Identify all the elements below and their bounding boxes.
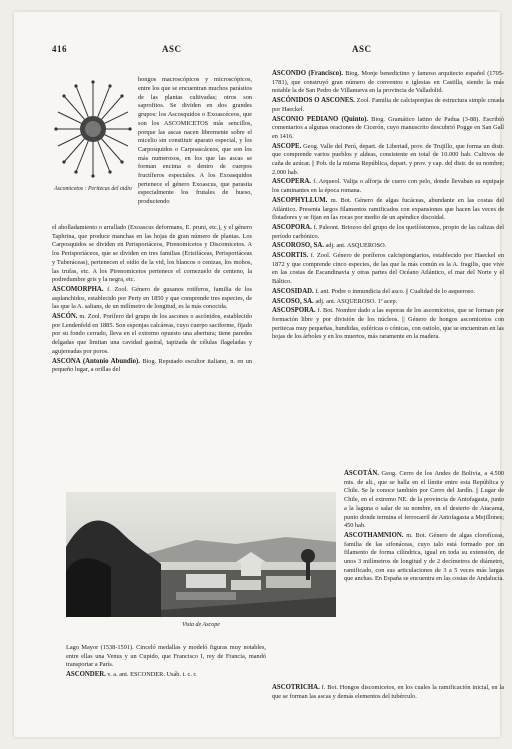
dictionary-entry	[272, 70, 504, 96]
entry-text: adj. ant. ASQUEROSO. 1ª acep.	[315, 297, 398, 305]
landscape-image	[66, 492, 336, 617]
dictionary-entry	[272, 143, 504, 178]
entry-headword: ASCOPORA.	[272, 223, 312, 231]
dictionary-entry	[272, 116, 504, 142]
entry-text: Biog. Reputado escultor italiano, n. en un pequeño lugar, a orillas del	[52, 357, 252, 374]
left-running-head: ASC	[162, 44, 182, 54]
entry-text: f. Bot. Hongos discomicetos, en los cuales la ramificación inicial, en la que se forman las ascas y demás elementos del tubérculo.	[272, 684, 504, 700]
photo-caption: Vista de Ascope	[182, 622, 220, 628]
entry-headword: ASCÓN.	[52, 313, 78, 321]
right-running-head: ASC	[352, 44, 372, 54]
right-column	[272, 70, 504, 343]
entry-headword: ASCOROSO, SA.	[272, 242, 324, 250]
entry-text: adj. ant. ASQUEROSO.	[325, 242, 387, 250]
dictionary-entry	[272, 197, 504, 223]
entry-headword: ASCOTÁN.	[344, 470, 379, 477]
dictionary-entry	[52, 358, 252, 375]
entry-headword: ASCOSO, SA.	[272, 297, 314, 305]
dictionary-entry	[344, 532, 504, 584]
dictionary-entry	[52, 313, 252, 357]
entry-text: Biog. Monje benedictino y famoso arquitecto español (1705-1781), que construyó gran número de conventos e iglesias en Castilla, siendo la más notable la de San Pedro de Villanueva en la provincia de Valladolid.	[272, 70, 504, 95]
right-column-lower	[344, 470, 504, 585]
entry-text: f. Bot. Nombre dado a las esporas de los ascomicetos, que se forman por formación libre y por división de los núcleos. || Género de hongos ascomicetos con peritecas muy pequeñas, hundidas, esféricas o cónicas, con ostiolo, que se encuentran en las hojas de los árboles y en los muertos, más raramente en la madera.	[272, 307, 504, 341]
dictionary-entry	[52, 286, 252, 312]
wrap-text-block	[138, 70, 252, 213]
left-column-bottom	[66, 644, 266, 681]
entry-text: f. Arqueol. Valija o alforja de cuero con pelo, donde llevaban su equipaje los caminantes en la época romana.	[272, 178, 505, 195]
entry-headword: ASCOTHAMNION.	[344, 531, 404, 539]
entry-headword: ASCOSPORA.	[272, 307, 316, 315]
entry-headword: ASCÓNIDOS O ASCONES.	[272, 97, 355, 105]
entry-headword: ASCOPERA.	[272, 178, 312, 186]
dictionary-entry	[272, 288, 504, 297]
document-page	[14, 12, 505, 737]
entry-text: Biog. Gramático latino de Padua (3-88). Escribió comentarios a algunas oraciones de Cicerón, cuyo manuscrito descubrió Pogge en San Gall en 1416.	[272, 115, 504, 140]
entry-text: v. a. ant. ESCONDER. Usáb. t. c. r.	[107, 671, 197, 679]
entry-headword: ASCOPE.	[272, 142, 302, 150]
entry-headword: ASCONDER.	[66, 671, 106, 679]
left-column	[52, 224, 252, 376]
entry-text: m. Zool. Porífero del grupo de los ascones o ascónidos, establecido por Lendenfeld en 1885. Son esponjas calcáreas, cuyo cuerpo saciforme, fijado por su fondo cerrado, lleva en el extremo opuesto una abertura; tiene paredes delgadas que limitan una cavidad gastral, tapizada de células flageladas y agujereadas por poros.	[52, 313, 252, 355]
entry-headword: ASCOTRICHA.	[272, 684, 320, 691]
entry-text: f. Zool. Género de gusanos rotíferos, familia de los asplanchidos, establecido por Perty en 1850 y que comprende tres especies, de las que la A. saltans, de un milímetro de longitud, es la más conocida.	[52, 285, 253, 311]
dictionary-entry	[272, 307, 504, 342]
dictionary-entry	[272, 97, 504, 114]
entry-headword: ASCORTIS.	[272, 252, 309, 260]
dictionary-entry	[272, 298, 504, 307]
ascope-photograph	[66, 492, 336, 617]
entry-text: f. ant. Podre o inmundicia del asco. || Cualidad de lo asqueroso.	[315, 287, 476, 295]
entry-headword: ASCONA (Antonio Abundio).	[52, 357, 140, 365]
dictionary-entry	[272, 242, 504, 251]
entry-headword: ASCOSIDAD.	[272, 287, 314, 295]
figure-caption: Ascomicetos : Peritecas del oidio	[54, 186, 132, 192]
entry-headword: ASCOMORPHA.	[52, 285, 104, 293]
page-number: 416	[52, 44, 67, 54]
entry-text: m. Bot. Género de algas fucáceas, abundante en las costas del Atlántico. Presenta largos filamentos ramificados con expansiones que hacen las veces de flotadores y se fijan en las rocas por medio de un apéndice discoidal.	[272, 196, 504, 222]
dictionary-entry	[66, 671, 266, 680]
entry-text: f. Paleont. Briozoo del grupo de los queilóstomos, propio de las calizas del período carbónico.	[272, 223, 504, 240]
dictionary-entry	[272, 252, 504, 287]
entry-text: m. Bot. Género de algas clorofíceas, familia de las sifonáceas, cuyo talo está formado por un filamento de forma cilíndrica, igual en toda su extensión, de unos 3 milímetros de longitud y de 2 decímetros de diámetro, ramificado, con sus articulaciones de 3 a 5 veces más largas que anchas. En España se encuentra en las costas de Andalucía.	[344, 531, 504, 583]
entry-text: Geog. Cerro de los Andes de Bolivia, a 4.500 mts. de alt., que se halla en el límite entre esta República y Chile. Se le conoce también por Cerro del Jardín. || Lugar de Chile, en el extremo NE. de la provincia de Antofagasta, junto a la laguna o salar de su nombre, en el desierto de Atacama, punto donde termina el ferrocarril de Antofagasta a Mejillones; 450 hab.	[344, 470, 504, 530]
entry-headword: ASCOPHYLLUM.	[272, 196, 328, 204]
entry-headword: ASCONIO PEDIANO (Quinto).	[272, 115, 369, 123]
paragraph: Lago Mayor (1538-1591). Cinceló medallas y modeló figuras muy notables, entre ellas una Venus y un Cupido, que Francisco I, rey de Francia, mandó transportar a París.	[66, 644, 266, 669]
paragraph: hongos macroscópicos y microscópicos, entre los que se encuentran muchos parásitos de las plantas cultivadas; otros son saprofitos. Se dividen en dos grandes grupos: los Ascosquidos o Exoascéceos, que son los ASCOMICETOS más sencillos, porque las ascas nacen libremente sobre el micelio sin constituir aparato especial, y los Carposquidos o Carpoascáceos, que son los más numerosos, en los que las ascas se forman encima o dentro de cuerpos fructíferos especiales. A los Exoasquidos pertenece el género Exoascus, que parasita especialmente los frutales de hueso, produciendo	[138, 76, 252, 206]
ascomycete-figure	[52, 74, 134, 214]
entry-text: Zool. Familia de calcisponjias de estructura simple creada por Haeckel.	[272, 97, 504, 113]
perithecium-drawing	[52, 74, 134, 184]
right-column-bottom	[272, 684, 504, 702]
dictionary-entry	[344, 470, 504, 531]
entry-text: Geog. Valle del Perú, depart. de Libertad, prov. de Trujillo, que forma un distr. que comprende varios pueblos y aldeas, consistente en total de 10.000 hab. Cultivos de caña de azúcar. || Pob. de la misma República, depart. y prov. y cap. del distr. de su nombre; 2.000 hab.	[272, 142, 504, 176]
entry-headword: ASCONDO (Francisco).	[272, 70, 343, 77]
entry-text: f. Zool. Género de poríferos calcispongiarios, establecido por Haeckel en 1872 y que comprende cinco especies, de las que la más común es la A. fragilis, que vive en las costas de Escandinavia y otras partes del Océano Atlántico, el mar del Norte y el Báltico.	[272, 252, 505, 286]
paragraph: el abolladamiento o arrallado (Exoascus deformans, E. pruni, etc.), y el género Taphrina, que produce manchas en las hojas de gran número de plantas. Los Carposquidos se dividen en Perisporiáceos, Pirenomicetos y Discomicetos. A los Perisporiáceos, que se dividen en tres familias (Erisifáceas, Perisporiáceas y Tuberáceas), pertenecen el oidio de la vid, los blancos o cenizas, los mohos, las trufas, etc. A los Pirenomicetos pertenece el cornezuelo de centeno, la podredumbre gris y la negra, etc.	[52, 224, 252, 284]
dictionary-entry	[272, 684, 504, 701]
dictionary-entry	[272, 224, 504, 241]
dictionary-entry	[272, 178, 504, 195]
